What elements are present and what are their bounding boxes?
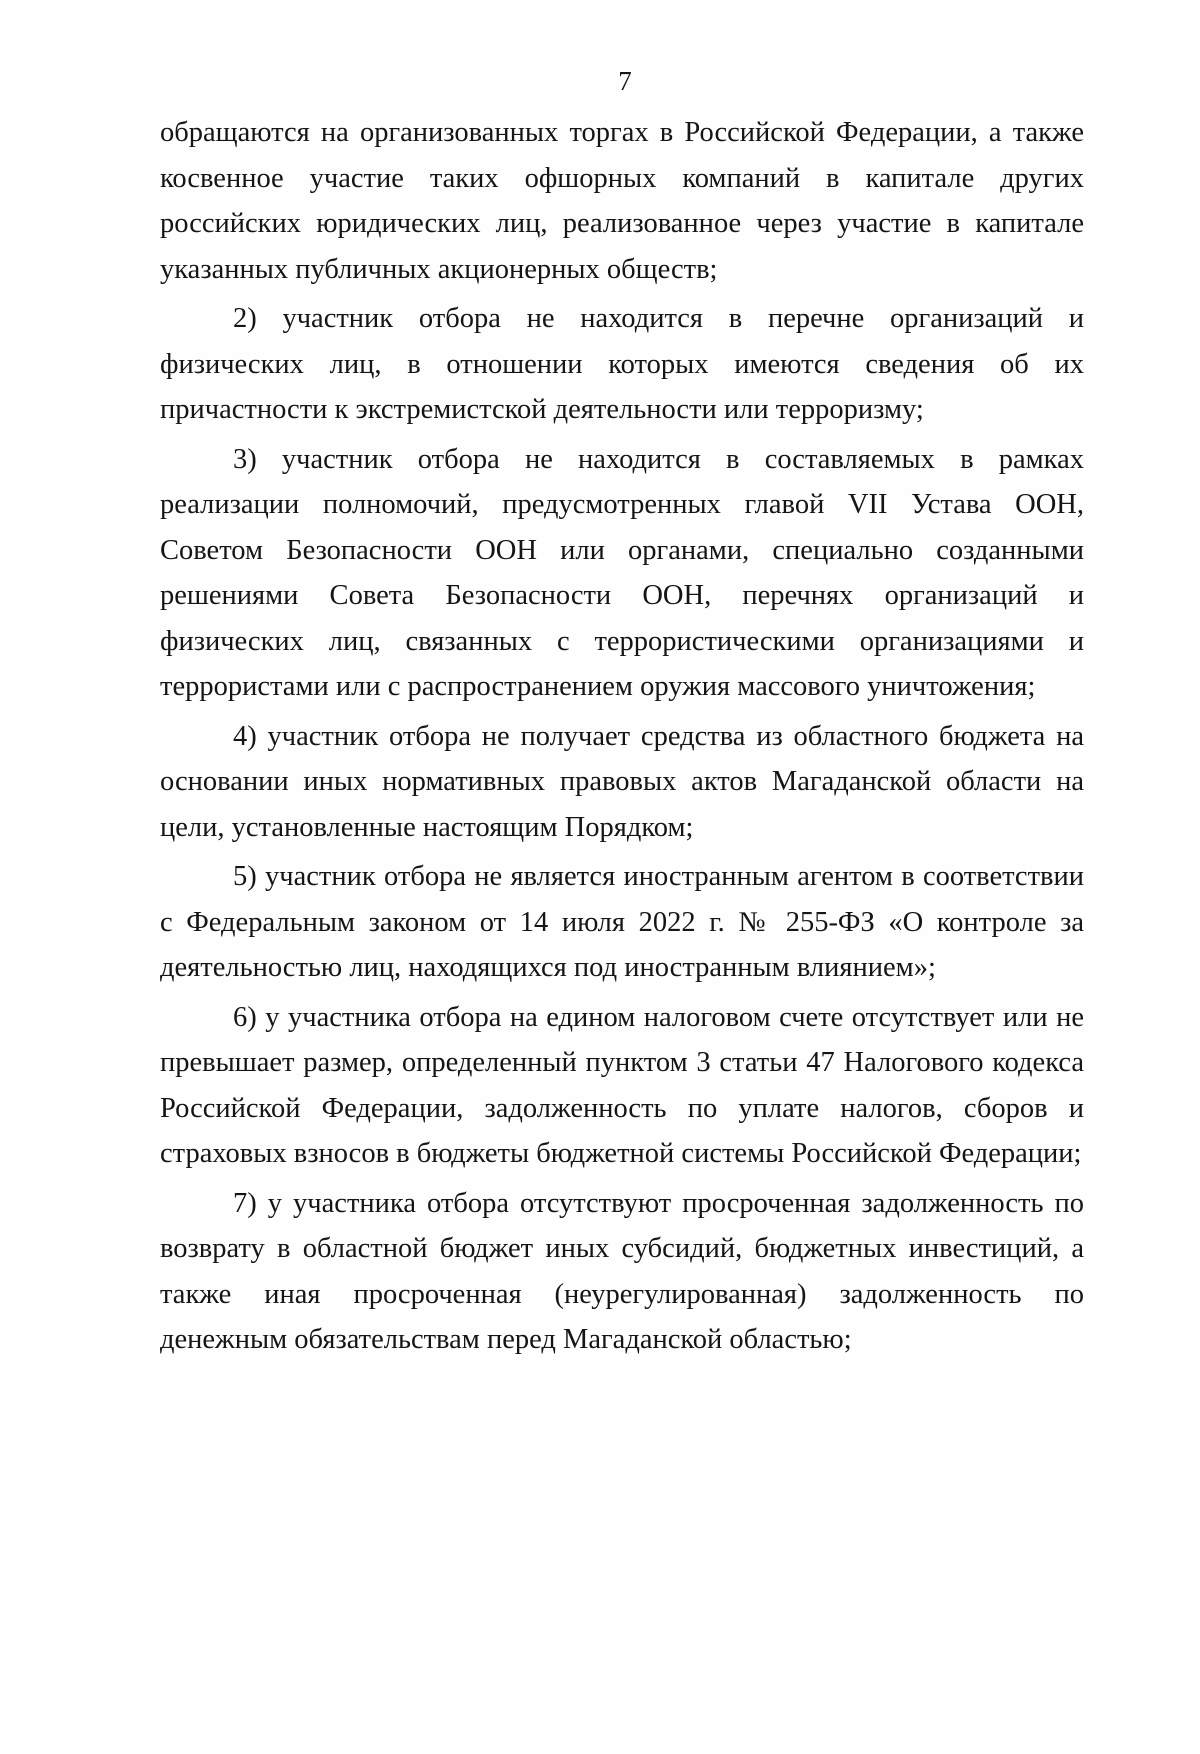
paragraph-item-3: 3) участник отбора не находится в составляемых в рамках реализации полномочий, предусмотренных главой VII Устава ООН, Советом Безопасности ООН или органами, специально созданными решениями Совета Безопасности ООН, перечнях организаций и физических лиц, связанных с террористическими организациями и террористами или с распространением оружия массового уничтожения; <box>160 443 1084 702</box>
paragraph-item-5: 5) участник отбора не является иностранным агентом в соответствии с Федеральным законом от 14 июля 2022 г. № 255-ФЗ «О контроле за деятельностью лиц, находящихся под иностранным влиянием»; <box>160 861 1084 983</box>
paragraph-item-6: 6) у участника отбора на едином налоговом счете отсутствует или не превышает размер, определенный пунктом 3 статьи 47 Налогового кодекса Российской Федерации, задолженность по уплате налогов, сборов и страховых взносов в бюджеты бюджетной системы Российской Федерации; <box>160 1001 1084 1169</box>
paragraph-item-4: 4) участник отбора не получает средства из областного бюджета на основании иных нормативных правовых актов Магаданской области на цели, установленные настоящим Порядком; <box>160 720 1084 843</box>
document-body <box>160 110 1084 1363</box>
paragraph-item-2: 2) участник отбора не находится в перечне организаций и физических лиц, в отношении которых имеются сведения об их причастности к экстремистской деятельности или терроризму; <box>160 303 1084 425</box>
page-number: 7 <box>618 66 632 96</box>
paragraph-continuation: обращаются на организованных торгах в Российской Федерации, а также косвенное участие таких офшорных компаний в капитале других российских юридических лиц, реализованное через участие в капитале указанных публичных акционерных обществ; <box>160 117 1084 285</box>
paragraph-item-7: 7) у участника отбора отсутствуют просроченная задолженность по возврату в областной бюджет иных субсидий, бюджетных инвестиций, а также иная просроченная (неурегулированная) задолженность по денежным обязательствам перед Магаданской областью; <box>160 1187 1084 1355</box>
